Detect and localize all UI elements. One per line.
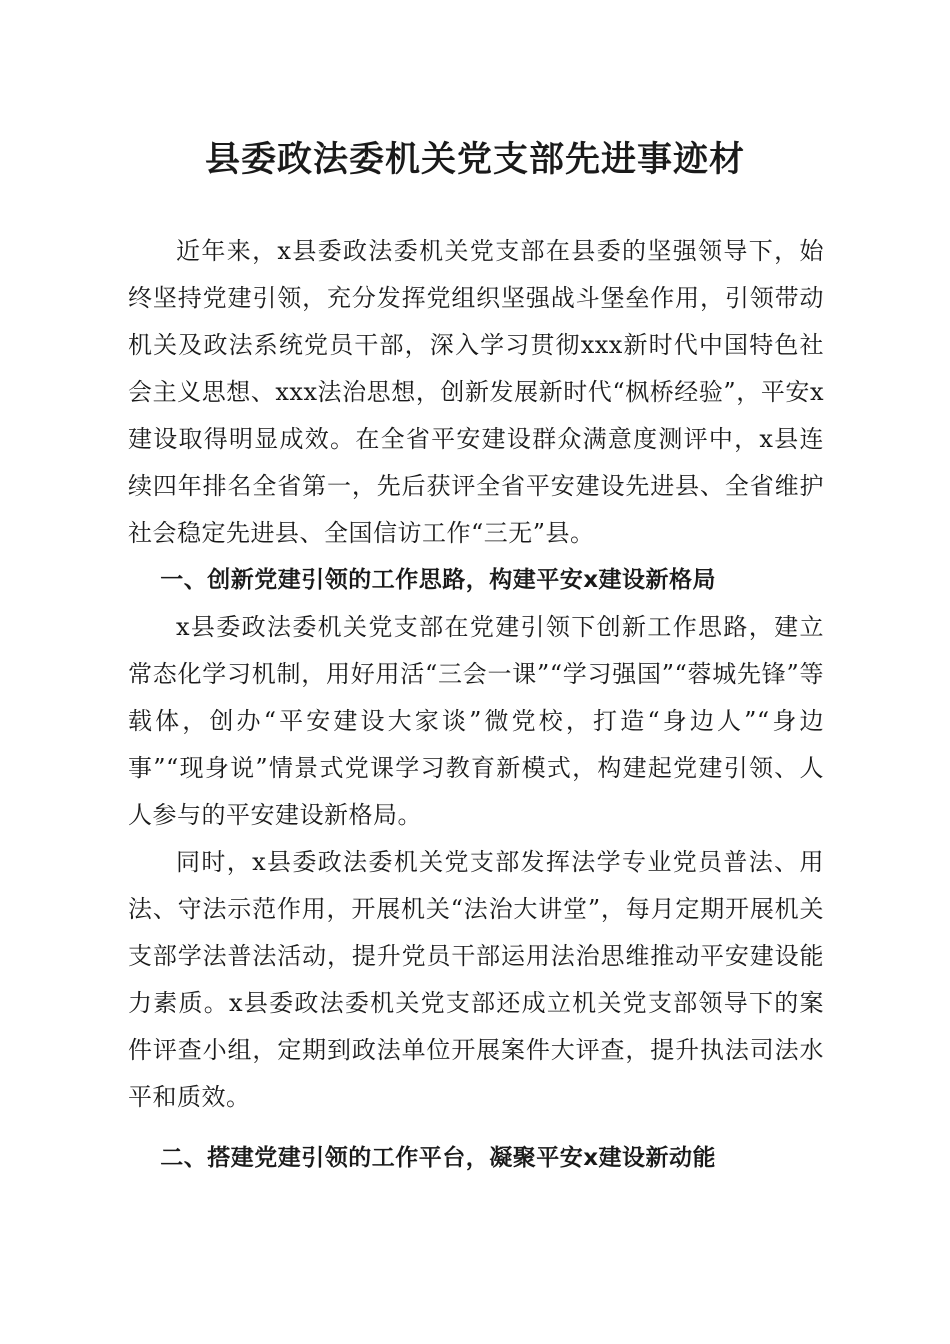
section-1-heading: 一、创新党建引领的工作思路，构建平安x建设新格局	[160, 567, 717, 593]
document-title: 县委政法委机关党支部先进事迹材	[204, 140, 745, 180]
section-2-heading: 二、搭建党建引领的工作平台，凝聚平安x建设新动能	[160, 1145, 717, 1171]
section-1-paragraph-1: x县委政法委机关党支部在党建引领下创新工作思路，建立常态化学习机制，用好用活“三会一课”“学习强国”“蓉城先锋”等载体，创办“平安建设大家谈”微党校，打造“身边人”“身边事”“现身说”情景式党课学习教育新模式，构建起党建引领、人人参与的平安建设新格局。	[128, 613, 824, 829]
document-body	[128, 228, 824, 1182]
section-1-paragraph-2: 同时，x县委政法委机关党支部发挥法学专业党员普法、用法、守法示范作用，开展机关“法治大讲堂”，每月定期开展机关支部学法普法活动，提升党员干部运用法治思维推动平安建设能力素质。x县委政法委机关党支部还成立机关党支部领导下的案件评查小组，定期到政法单位开展案件大评查，提升执法司法水平和质效。	[128, 848, 824, 1111]
intro-paragraph: 近年来，x县委政法委机关党支部在县委的坚强领导下，始终坚持党建引领，充分发挥党组织坚强战斗堡垒作用，引领带动机关及政法系统党员干部，深入学习贯彻xxx新时代中国特色社会主义思想、xxx法治思想，创新发展新时代“枫桥经验”，平安x建设取得明显成效。在全省平安建设群众满意度测评中，x县连续四年排名全省第一，先后获评全省平安建设先进县、全省维护社会稳定先进县、全国信访工作“三无”县。	[128, 237, 824, 547]
